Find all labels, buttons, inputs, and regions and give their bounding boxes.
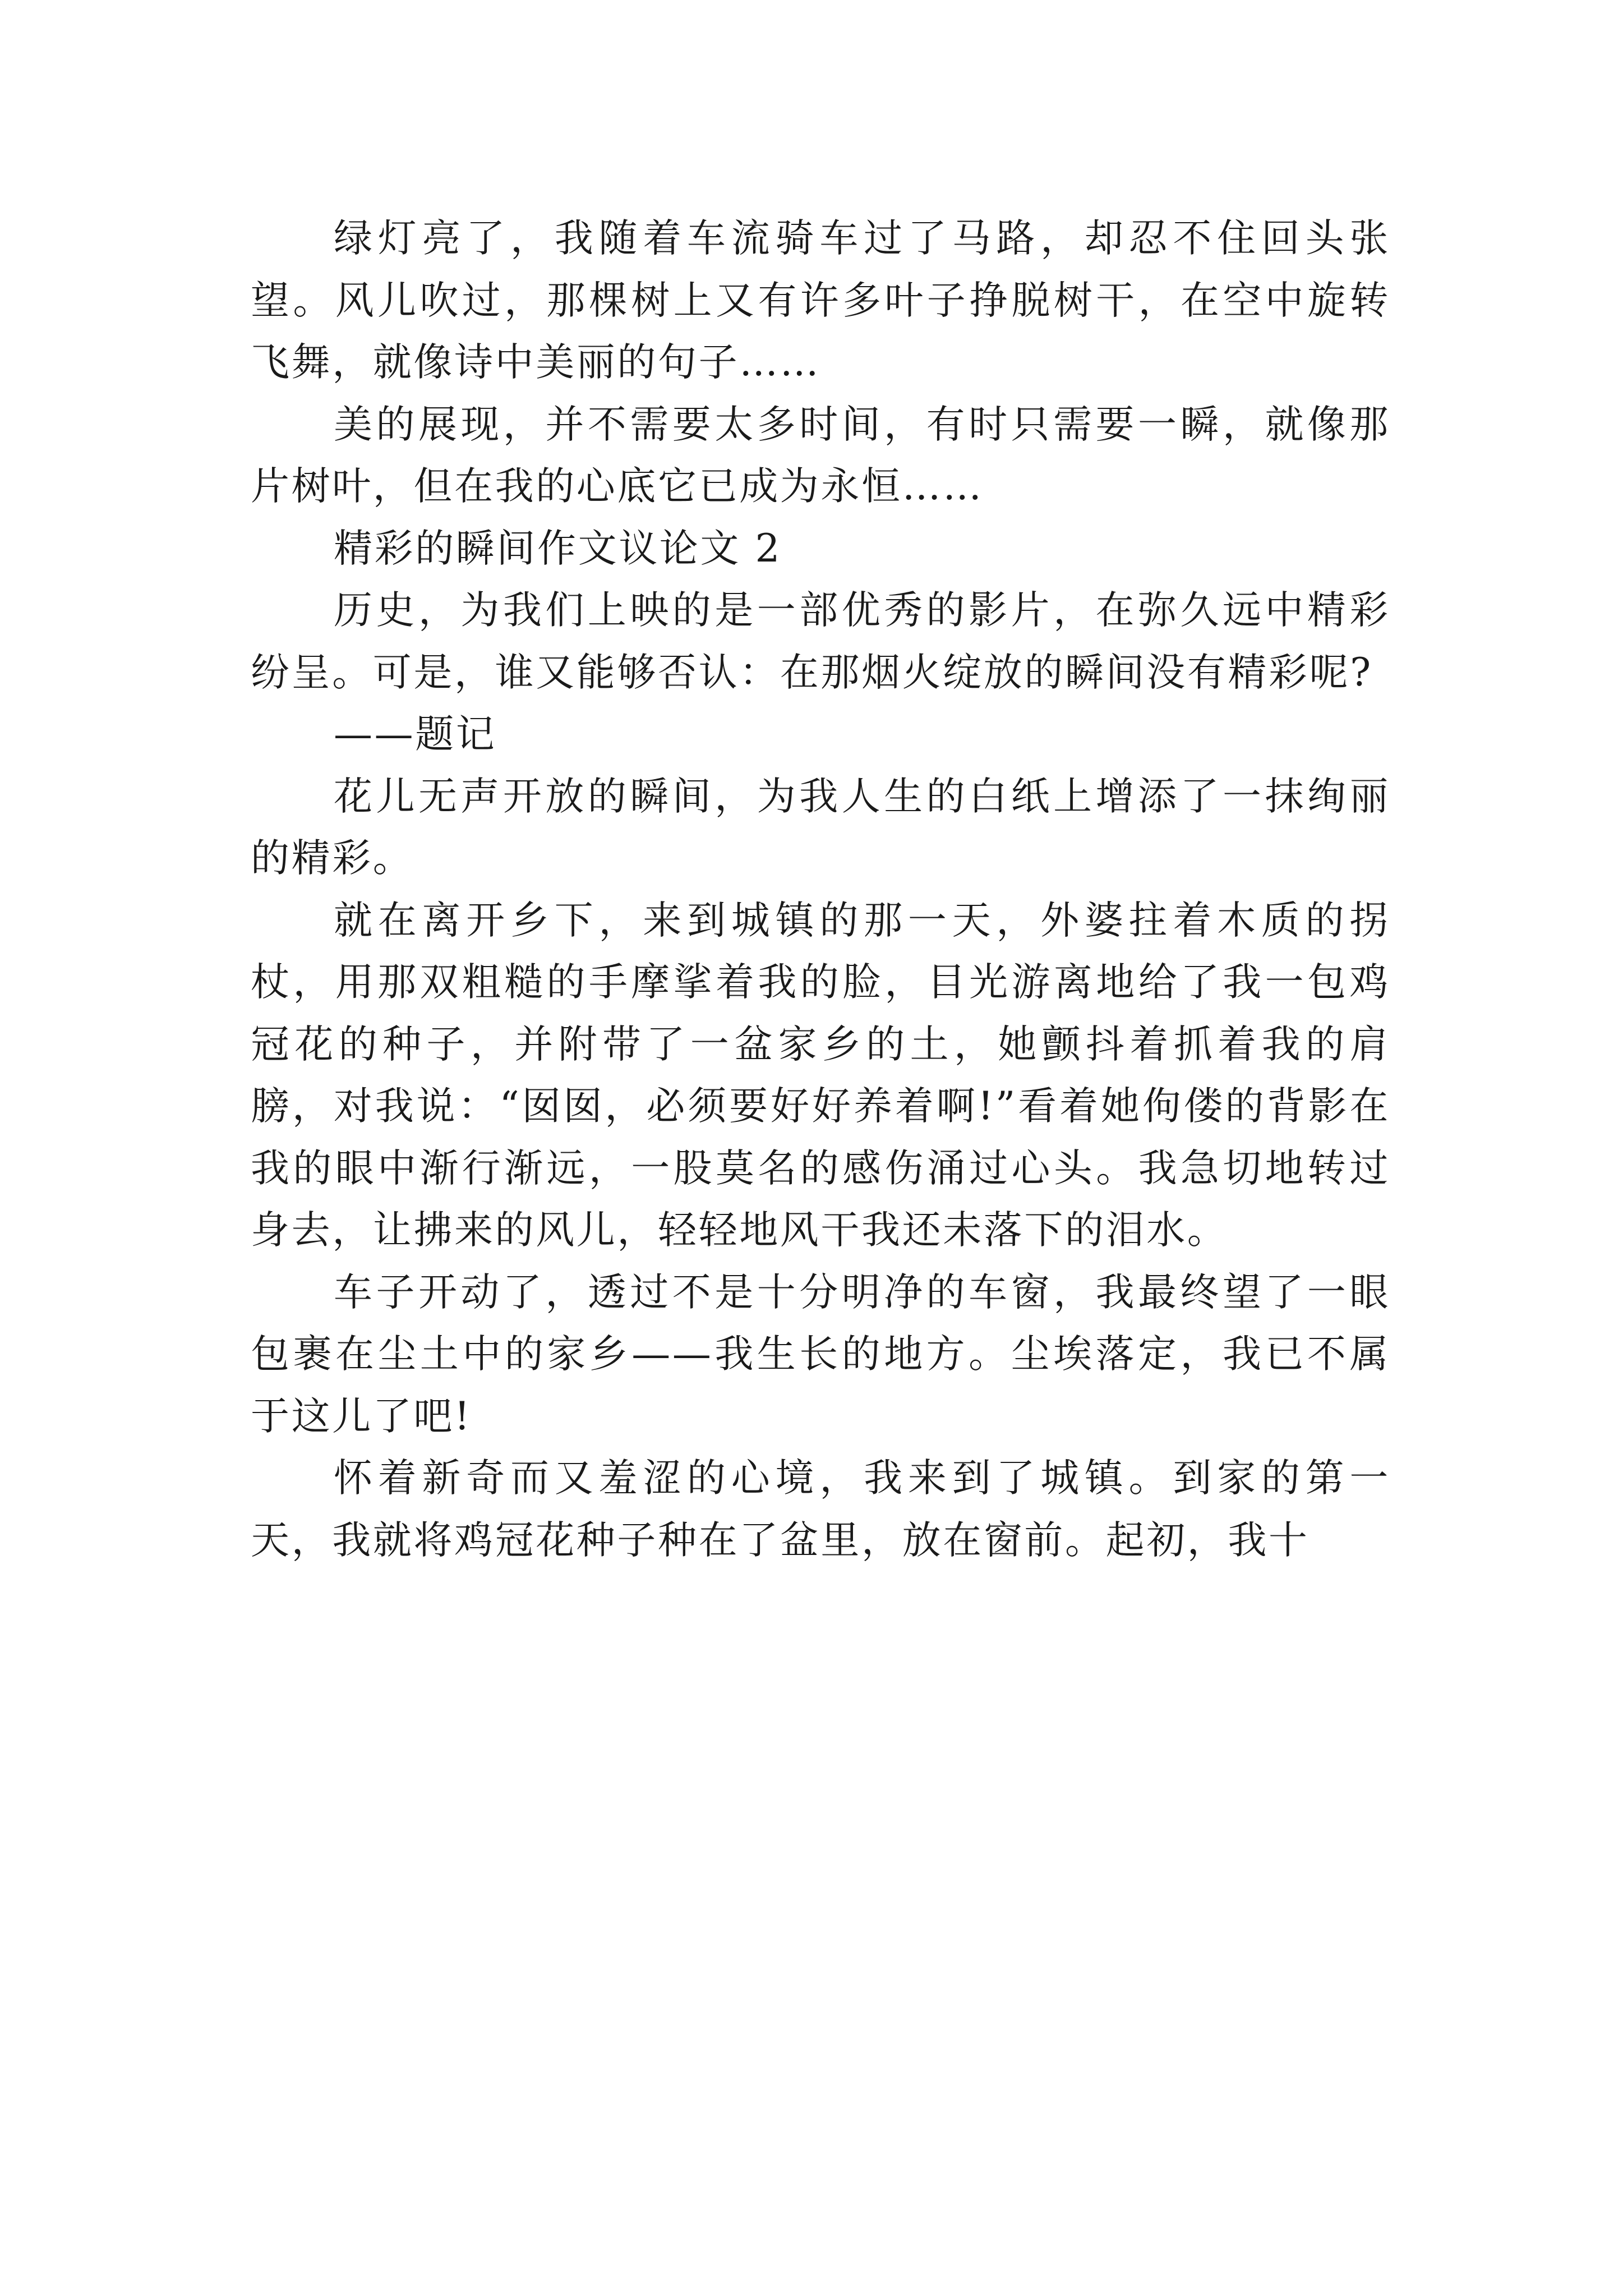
epigraph-attribution: ——题记 [334, 712, 497, 757]
paragraph-1: 绿灯亮了，我随着车流骑车过了马路，却忍不住回头张望。风儿吹过，那棵树上又有许多叶子挣脱树干，在空中旋转飞舞，就像诗中美丽的句子…… [251, 216, 1390, 385]
section-heading: 精彩的瞬间作文议论文 2 [334, 526, 782, 571]
body-text [251, 208, 1390, 1571]
paragraph-7: 怀着新奇而又羞涩的心境，我来到了城镇。到家的第一天，我就将鸡冠花种子种在了盆里，放在窗前。起初，我十 [251, 1456, 1390, 1563]
paragraph-5: 就在离开乡下，来到城镇的那一天，外婆拄着木质的拐杖，用那双粗糙的手摩挲着我的脸，目光游离地给了我一包鸡冠花的种子，并附带了一盆家乡的土，她颤抖着抓着我的肩膀，对我说：“囡囡，必须要好好养着啊!”看着她佝偻的背影在我的眼中渐行渐远，一股莫名的感伤涌过心头。我急切地转过身去，让拂来的风儿，轻轻地风干我还未落下的泪水。 [251, 898, 1390, 1253]
paragraph-6: 车子开动了，透过不是十分明净的车窗，我最终望了一眼包裹在尘土中的家乡——我生长的地方。尘埃落定，我已不属于这儿了吧! [251, 1269, 1390, 1439]
paragraph-4: 花儿无声开放的瞬间，为我人生的白纸上增添了一抹绚丽的精彩。 [251, 774, 1390, 881]
paragraph-3: 历史，为我们上映的是一部优秀的影片，在弥久远中精彩纷呈。可是，谁又能够否认：在那烟火绽放的瞬间没有精彩呢? [251, 588, 1390, 695]
paragraph-2: 美的展现，并不需要太多时间，有时只需要一瞬，就像那片树叶，但在我的心底它已成为永恒…… [251, 402, 1390, 509]
